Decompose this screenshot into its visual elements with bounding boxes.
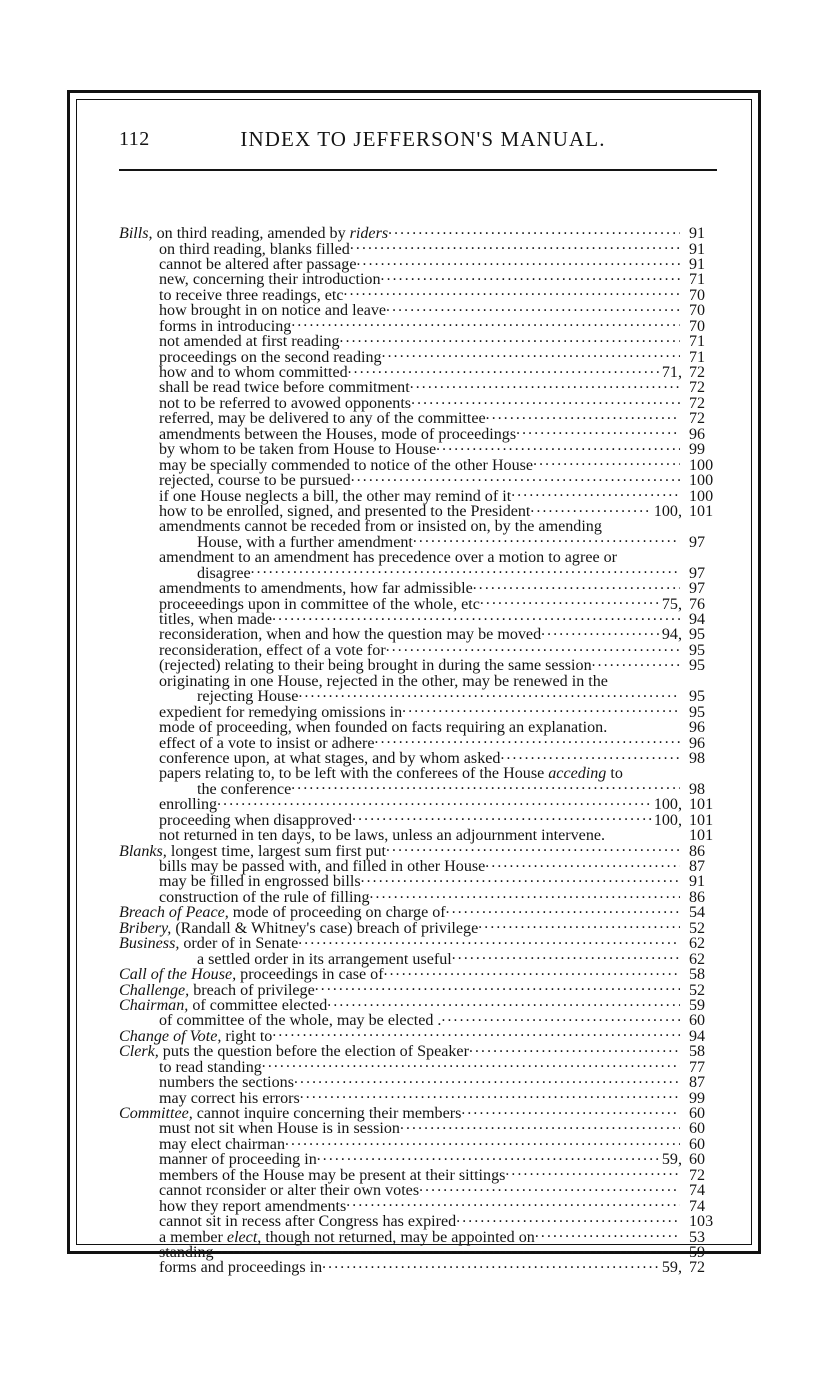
index-entry-text: forms in introducing	[159, 317, 292, 335]
index-entry-text: House, with a further amendment	[197, 533, 413, 551]
index-page-ref: 53	[689, 1228, 706, 1246]
index-secondary-page-ref: 75,	[661, 595, 682, 613]
index-entry-text: amendment to an amendment has precedence over a motion to agree or	[159, 549, 618, 567]
index-entry	[119, 886, 723, 906]
index-page-ref: 77	[689, 1058, 706, 1076]
index-entry-text: Breach of Peace, mode of proceeding on charge of	[119, 904, 446, 922]
leader-dots	[410, 376, 680, 392]
index-italic-term: acceding	[548, 765, 607, 783]
index-entry	[119, 407, 723, 428]
index-page-ref: 72	[689, 410, 706, 428]
index-entry	[119, 963, 723, 984]
index-entry-text: may correct his errors	[159, 1089, 300, 1107]
index-entry	[119, 824, 723, 845]
leader-dots	[291, 315, 680, 331]
leader-dots	[411, 392, 680, 408]
index-entry	[119, 716, 723, 737]
index-page-ref: 101	[689, 796, 714, 814]
index-page-ref: 70	[689, 286, 706, 304]
leader-dots	[617, 546, 680, 562]
index-page-ref: 70	[689, 317, 706, 335]
index-entry-text: cannot sit in recess after Congress has expired	[159, 1213, 457, 1231]
leader-dots	[214, 1241, 680, 1257]
index-entry-text: effect of a vote to insist or adhere	[159, 734, 375, 752]
index-entry	[119, 1256, 723, 1277]
index-entry-text: may be specially commended to notice of the other House	[159, 456, 534, 474]
index-secondary-page-ref: 100,	[653, 796, 682, 814]
leader-dots	[346, 1195, 680, 1211]
leader-dots	[456, 1210, 680, 1226]
index-entry-list	[103, 222, 725, 1277]
index-page-ref: 62	[689, 935, 706, 953]
index-page-ref: 60	[689, 1120, 706, 1138]
leader-dots	[602, 515, 680, 531]
index-entry-text: papers relating to, to be left with the conferees of the House acceding to	[159, 765, 623, 783]
index-entry-text: Clerk, puts the question before the election of Speaker	[119, 1043, 469, 1061]
index-entry	[119, 623, 723, 644]
leader-dots	[361, 870, 680, 886]
index-headword: Blanks,	[119, 842, 167, 860]
index-page-ref: 71	[689, 333, 706, 351]
index-entry-text: reconsideration, effect of a vote for	[159, 641, 386, 659]
index-entry-text: must not sit when House is in session	[159, 1120, 400, 1138]
index-entry	[119, 330, 723, 351]
leader-dots	[388, 222, 680, 238]
index-page-ref: 72	[689, 1166, 706, 1184]
index-entry-text: Committee, cannot inquire concerning their members	[119, 1105, 462, 1123]
index-entry-text: amendments cannot be receded from or insisted on, by the amending	[159, 518, 602, 536]
index-page-ref: 72	[689, 1259, 706, 1277]
index-entry	[119, 778, 723, 798]
index-page-ref: 52	[689, 981, 706, 999]
index-entry	[119, 253, 723, 273]
index-headword: Bills,	[119, 225, 153, 243]
leader-dots	[370, 886, 680, 902]
leader-dots	[607, 716, 680, 732]
index-entry	[119, 1133, 723, 1153]
leader-dots	[291, 778, 680, 794]
index-entry-text: bills may be passed with, and filled in other House	[159, 858, 486, 876]
leader-dots	[350, 237, 680, 253]
leader-dots	[352, 809, 652, 825]
index-page-ref: 94	[689, 1027, 706, 1045]
page-number-folio: 112	[119, 128, 150, 150]
index-entry-text: forms and proceedings in	[159, 1259, 323, 1277]
index-entry-text: Bills, on third reading, amended by riders	[119, 225, 389, 243]
index-entry-text: to receive three readings, etc	[159, 286, 344, 304]
leader-dots	[351, 469, 680, 485]
index-entry-text: by whom to be taken from House to House	[159, 441, 437, 459]
index-entry	[119, 531, 723, 551]
index-italic-term: riders	[349, 225, 389, 243]
leader-dots	[315, 978, 680, 994]
index-entry	[119, 1117, 723, 1138]
index-page-ref: 94	[689, 611, 706, 629]
index-entry-text: reconsideration, when and how the question may be moved	[159, 626, 542, 644]
index-entry	[119, 1241, 723, 1261]
leader-dots	[486, 407, 680, 423]
index-entry-text: originating in one House, rejected in the other, may be renewed in the	[159, 672, 608, 690]
index-entry	[119, 747, 723, 767]
leader-dots	[375, 731, 680, 747]
index-page-ref: 100	[689, 472, 714, 490]
index-entry	[119, 1009, 723, 1030]
index-entry-text: may elect chairman	[159, 1135, 285, 1153]
index-entry	[119, 901, 723, 922]
leader-dots	[505, 1164, 680, 1180]
index-page-ref: 60	[689, 1151, 706, 1169]
index-entry	[119, 932, 723, 953]
index-entry	[119, 284, 723, 304]
index-page-ref: 60	[689, 1105, 706, 1123]
index-entry-text: (rejected) relating to their being brought in during the same session	[159, 657, 592, 675]
header-rule	[119, 169, 717, 171]
index-entry	[119, 1102, 723, 1123]
index-entry	[119, 299, 723, 320]
index-entry	[119, 392, 723, 412]
leader-dots	[469, 1040, 680, 1056]
index-entry-text: Challenge, breach of privilege	[119, 981, 315, 999]
index-entry-text: standing	[159, 1243, 214, 1261]
leader-dots	[357, 253, 681, 269]
index-headword: Business,	[119, 935, 180, 953]
index-page-ref: 71	[689, 348, 706, 366]
leader-dots	[402, 701, 680, 717]
index-entry	[119, 793, 723, 814]
index-entry-text: not amended at first reading	[159, 333, 340, 351]
index-headword: Chairman,	[119, 996, 189, 1014]
index-entry-text: titles, when made	[159, 611, 273, 629]
leader-dots	[605, 824, 680, 840]
index-entry	[119, 870, 723, 891]
index-entry-text: proceeedings upon in committee of the whole, etc	[159, 595, 480, 613]
index-page-ref: 59	[689, 996, 706, 1014]
index-entry-text: rejecting House	[197, 688, 299, 706]
leader-dots	[300, 1087, 680, 1103]
leader-dots	[298, 932, 680, 948]
index-entry	[119, 608, 723, 629]
index-entry-text: Blanks, longest time, largest sum first put	[119, 842, 387, 860]
index-headword: Committee,	[119, 1105, 193, 1123]
index-entry	[119, 438, 723, 459]
index-entry	[119, 1179, 723, 1200]
index-entry-text: members of the House may be present at their sittings	[159, 1166, 506, 1184]
index-entry-text: conference upon, at what stages, and by whom asked	[159, 749, 501, 767]
leader-dots	[272, 608, 680, 624]
index-entry	[119, 994, 723, 1014]
index-page-ref: 91	[689, 873, 706, 891]
leader-dots	[317, 1148, 660, 1164]
index-entry-text: how they report amendments	[159, 1197, 347, 1215]
leader-dots	[485, 855, 680, 871]
index-page-ref: 72	[689, 364, 706, 382]
index-page-ref: 97	[689, 580, 706, 598]
index-entry	[119, 1025, 723, 1045]
leader-dots	[452, 948, 680, 964]
index-entry-text: to read standing	[159, 1058, 262, 1076]
index-entry	[119, 762, 723, 783]
index-page-ref: 71	[689, 271, 706, 289]
index-entry	[119, 577, 723, 598]
leader-dots	[500, 747, 680, 763]
index-page-ref: 60	[689, 1135, 706, 1153]
index-secondary-page-ref: 94,	[661, 626, 682, 644]
leader-dots	[473, 577, 680, 593]
index-page-ref: 59	[689, 1243, 706, 1261]
leader-dots	[623, 762, 680, 778]
index-entry-text: expedient for remedying omissions in	[159, 703, 403, 721]
index-entry	[119, 685, 723, 706]
index-secondary-page-ref: 100,	[653, 502, 682, 520]
index-entry-text: Bribery, (Randall & Whitney's case) breach of privilege	[119, 919, 479, 937]
index-page-ref: 52	[689, 919, 706, 937]
index-entry-text: Business, order of in Senate	[119, 935, 299, 953]
index-headword: Clerk,	[119, 1043, 159, 1061]
index-entry-text: disagree	[197, 564, 251, 582]
index-secondary-page-ref: 59,	[661, 1151, 682, 1169]
leader-dots	[384, 963, 680, 979]
index-page-ref: 72	[689, 394, 706, 412]
index-entry	[119, 654, 723, 675]
index-headword: Bribery,	[119, 919, 172, 937]
leader-dots	[386, 299, 680, 315]
index-page-ref: 95	[689, 657, 706, 675]
index-entry-text: if one House neglects a bill, the other may remind of it	[159, 487, 512, 505]
index-entry-text: amendments to amendments, how far admissible	[159, 580, 473, 598]
index-entry-text: may be filled in engrossed bills	[159, 873, 361, 891]
index-page-ref: 99	[689, 441, 706, 459]
leader-dots	[327, 994, 680, 1010]
index-secondary-page-ref: 71,	[661, 364, 682, 382]
index-headword: Call of the House,	[119, 966, 237, 984]
leader-dots	[608, 670, 680, 686]
index-entry-text: not returned in ten days, to be laws, unless an adjournment intervene.	[159, 827, 606, 845]
index-page-ref: 96	[689, 734, 706, 752]
leader-dots	[592, 654, 680, 670]
index-entry-text: of committee of the whole, may be elected .	[159, 1012, 442, 1030]
leader-dots	[251, 562, 680, 578]
index-entry	[119, 469, 723, 490]
leader-dots	[294, 1071, 680, 1087]
index-entry-text: construction of the rule of filling	[159, 888, 370, 906]
index-page-ref: 62	[689, 950, 706, 968]
index-entry-text: Call of the House, proceedings in case of	[119, 966, 384, 984]
leader-dots	[348, 361, 660, 377]
index-page-ref: 101	[689, 827, 714, 845]
index-page-ref: 74	[689, 1182, 706, 1200]
index-entry-text: Chairman, of committee elected	[119, 996, 328, 1014]
index-page-ref: 101	[689, 811, 714, 829]
index-page-ref: 91	[689, 240, 706, 258]
index-entry-text: a member elect, though not returned, may be appointed on	[159, 1228, 535, 1246]
index-page-ref: 91	[689, 255, 706, 273]
index-entry-text: how and to whom committed	[159, 364, 348, 382]
index-entry-text: on third reading, blanks filled	[159, 240, 350, 258]
page-title: INDEX TO JEFFERSON'S MANUAL.	[240, 127, 606, 151]
index-page-ref: 95	[689, 703, 706, 721]
index-entry-text: the conference	[197, 780, 292, 798]
leader-dots	[400, 1117, 680, 1133]
index-page-ref: 97	[689, 564, 706, 582]
index-page-ref: 101	[689, 502, 714, 520]
index-page-ref: 87	[689, 858, 706, 876]
index-page-ref: 87	[689, 1074, 706, 1092]
index-entry	[119, 376, 723, 397]
index-entry	[119, 546, 723, 567]
index-entry-text: how to be enrolled, signed, and presented to the President	[159, 502, 531, 520]
leader-dots	[516, 423, 680, 439]
index-entry-text: cannot be altered after passage	[159, 255, 357, 273]
leader-dots	[419, 1179, 680, 1195]
index-entry	[119, 639, 723, 659]
index-page-ref: 91	[689, 225, 706, 243]
index-entry	[119, 361, 723, 382]
index-page-ref: 95	[689, 626, 706, 644]
leader-dots	[413, 531, 680, 547]
leader-dots	[386, 840, 680, 856]
index-entry-text: referred, may be delivered to any of the committee	[159, 410, 486, 428]
index-page-ref: 86	[689, 888, 706, 906]
index-secondary-page-ref: 59,	[661, 1259, 682, 1277]
index-page-ref: 72	[689, 379, 706, 397]
index-entry-text: manner of proceeding in	[159, 1151, 317, 1169]
leader-dots	[381, 268, 680, 284]
index-page-ref: 98	[689, 780, 706, 798]
index-entry-text: amendments between the Houses, mode of proceedings	[159, 425, 517, 443]
leader-dots	[272, 1025, 680, 1041]
leader-dots	[386, 639, 680, 655]
index-entry	[119, 515, 723, 536]
index-entry-text: new, concerning their introduction	[159, 271, 381, 289]
index-headword: Breach of Peace,	[119, 904, 229, 922]
leader-dots	[217, 793, 652, 809]
index-page-ref: 98	[689, 749, 706, 767]
leader-dots	[344, 284, 680, 300]
index-page-ref: 70	[689, 302, 706, 320]
leader-dots	[535, 1225, 680, 1241]
leader-dots	[541, 623, 660, 639]
index-page-ref: 58	[689, 1043, 706, 1061]
index-entry-text: how brought in on notice and leave	[159, 302, 387, 320]
index-entry-text: proceedings on the second reading	[159, 348, 382, 366]
index-page-ref: 99	[689, 1089, 706, 1107]
index-page-ref: 103	[689, 1213, 714, 1231]
index-page-ref: 76	[689, 595, 706, 613]
index-entry	[119, 268, 723, 289]
page-border-outer	[67, 90, 761, 1277]
index-page-ref: 95	[689, 641, 706, 659]
index-entry-text: shall be read twice before commitment	[159, 379, 410, 397]
index-page-ref: 97	[689, 533, 706, 551]
index-entry	[119, 1071, 723, 1092]
index-entry	[119, 1040, 723, 1061]
leader-dots	[441, 1009, 680, 1025]
index-entry	[119, 500, 723, 520]
index-page-ref: 54	[689, 904, 706, 922]
index-page-ref: 100	[689, 487, 714, 505]
index-entry-text: cannot rconsider or alter their own votes	[159, 1182, 420, 1200]
leader-dots	[446, 901, 680, 917]
leader-dots	[511, 484, 680, 500]
index-headword: Change of Vote,	[119, 1027, 222, 1045]
leader-dots	[382, 346, 680, 362]
index-secondary-page-ref: 100,	[653, 811, 682, 829]
index-entry-text: enrolling	[159, 796, 218, 814]
index-entry-text: proceeding when disapproved	[159, 811, 353, 829]
index-page-ref: 96	[689, 719, 706, 737]
leader-dots	[530, 500, 651, 516]
page-body	[77, 100, 751, 1277]
index-entry-text: not to be referred to avowed opponents	[159, 394, 412, 412]
running-head	[103, 124, 725, 164]
leader-dots	[298, 685, 680, 701]
index-entry-text: Change of Vote, right to	[119, 1027, 273, 1045]
index-page-ref: 60	[689, 1012, 706, 1030]
index-entry-text: a settled order in its arrangement useful	[197, 950, 452, 968]
leader-dots	[461, 1102, 680, 1118]
index-entry	[119, 855, 723, 876]
index-entry	[119, 1210, 723, 1231]
index-page-ref: 86	[689, 842, 706, 860]
leader-dots	[262, 1056, 680, 1072]
index-page-ref: 100	[689, 456, 714, 474]
leader-dots	[285, 1133, 680, 1149]
index-page-ref: 58	[689, 966, 706, 984]
index-entry-text: rejected, course to be pursued	[159, 472, 351, 490]
index-page-ref: 74	[689, 1197, 706, 1215]
index-entry-text: numbers the sections	[159, 1074, 294, 1092]
leader-dots	[533, 454, 680, 470]
leader-dots	[322, 1256, 660, 1272]
leader-dots	[478, 917, 680, 933]
leader-dots	[340, 330, 680, 346]
index-italic-term: elect	[226, 1228, 258, 1246]
index-page-ref: 96	[689, 425, 706, 443]
index-entry	[119, 1148, 723, 1169]
leader-dots	[436, 438, 680, 454]
index-entry-text: mode of proceeding, when founded on facts requiring an explanation.	[159, 719, 608, 737]
leader-dots	[480, 593, 660, 609]
index-page-ref: 95	[689, 688, 706, 706]
index-entry	[119, 222, 723, 243]
page-border-inner	[76, 99, 752, 1277]
index-headword: Challenge,	[119, 981, 190, 999]
